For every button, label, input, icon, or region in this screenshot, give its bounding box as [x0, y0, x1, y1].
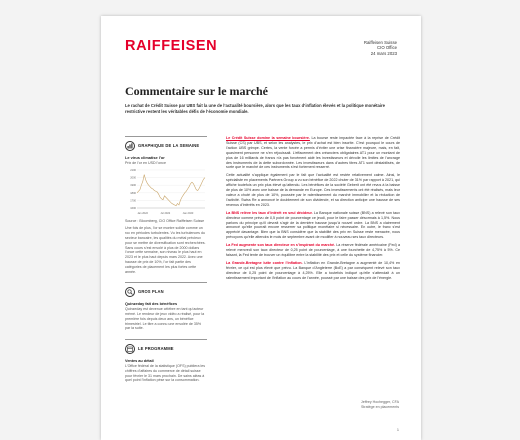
chart-section-heading-label: GRAPHIQUE DE LA SEMAINE: [138, 142, 200, 148]
paragraph-1-text: La bourse reste impactée face à la reprise de Crédit Suisse (CS) par UBS, et selon les analystes, le prix d’achat est bien inscrite. C’est pourquoi le cours de l’action UBS grimpe. Certes, la vente forcée a permis d’éviter une crise financière majeure, mais, en fait, quasiment personne ne s’en réjouissait. L’effacement des créanciers obligataires AT1 pour un montant de plus de 16 milliards de francs n’a pas forcément aidé les investisseurs et dévoile les limites de l’ancrage des instruments de la dette subordonnée. Les investisseurs dans d’autres titres AT1 sont déstabilisés, de sorte que le marché de ces instruments s’est fortement resserré.: [226, 136, 400, 170]
paragraph-4-highlight: La Fed augmente son taux directeur en s’inspirant du marché.: [226, 243, 336, 248]
signature-name: Jeffrey Hochegger, CFA: [360, 400, 399, 404]
chart-section-text: Une fois de plus, l’or se montre solide comme un roc en périodes turbulentes. Vu les turbulences du secteur bancaire, les qualités du métal précieux pour se mettre de diversification sont recherchées. Sans cours s’est envolé à plus de 2000 dollars l’once cette semaine, son niveau le plus haut en 2023 et le plus haut depuis mars 2022. Avec une hausse de prix de 10%, l’or fait partie des catégories de placement les plus fortes cette année.: [125, 226, 206, 274]
paragraph-4: [226, 243, 400, 258]
paragraph-3-highlight: La BNS relève les taux d’intérêt en seul décideur.: [226, 210, 313, 215]
gros-plan-text: Quinzeday est devenue célèbre en tant qu’acteur mémé. Le rendeur de jeux vidéo a réalisé, pour la première fois depuis deux ans, un bénéfice trimestriel. Le titre a connu une envolée de 35% par la suite.: [125, 307, 205, 331]
document-page: [101, 16, 421, 440]
paragraph-2: Cette actualité s’applique également par le fait que l’actualité est restée relativement calme. Ainsi, le spécialiste en placements Partners Group a vu son bénéfice de 2022 chuter de 31% par rapport à 2021, qui affiche toutefois un prix plus élevé qu’attendu. Les bénéfices de la société Geberit ont été revus à la baisse de plus de 10% avec une baisse de la demande en Europe. Ces investissements ont été réalisés, mais leur valeur a chuté de plus de 10%, poussée par le ralentissement du marché immobilier et la réduction de l’activité. Swiss Re a annoncé le doublement de son dividende, et sa direction anticipe une hausse de ses revenus d’intérêts en 2023.: [226, 173, 400, 207]
chart-icon: [125, 141, 135, 151]
paragraph-1: [226, 136, 400, 170]
y-tick-label: 1800: [130, 191, 136, 195]
header-info: [364, 40, 397, 56]
page-title: Commentaire sur le marché: [125, 84, 268, 98]
gros-plan-heading: [125, 282, 207, 297]
paragraph-3: [226, 211, 400, 240]
chart-subtitle: Prix de l’or en USD l’once: [125, 160, 166, 165]
x-tick-label: Jan 2023: [182, 211, 194, 215]
sidebar: [125, 136, 207, 391]
chart-source: Source : Bloomberg, CIO Office Raiffeisen Suisse: [125, 218, 205, 223]
header-dept: CIO Office: [377, 45, 397, 51]
gold-price-chart-svg: [125, 168, 207, 216]
chart-title: Le virus climatise l’or: [125, 155, 165, 160]
chart-section: [125, 136, 207, 274]
programme-section: [125, 339, 207, 383]
programme-text: L’Office fédéral de la statistique (OFS) publiera les chiffres d’affaires du commerce de détail suisse pour février le 31 mars prochain. De sains aléas à quel point l’inflation pèse sur la consommation.: [125, 363, 206, 383]
y-tick-label: 1900: [130, 183, 136, 187]
header-date: 24 mars 2023: [370, 50, 397, 56]
gros-plan-subheading: Quinzeday fait des bénéfices: [125, 302, 178, 307]
programme-subheading: Ventes au détail: [125, 359, 154, 364]
page-number: 1: [396, 428, 399, 432]
paragraph-3-text: La Banque nationale suisse (BNS) a relevé son taux directeur comme prévu de 0,5 point de pourcentage ce jeudi, pour le faire passer désormais à 1,5%. Nous parlons du principe qu’il devrait s’agir de la dernière hausse jusqu’à nouvel ordre. La BNS a clairement annoncé qu’elle pourrait encore resserrer sa politique monétaire si nécessaire. En outre, le franc s’est apprécié davantage. Bien que la BNS considère que la stabilité des prix en Suisse reste menacée, nous prévoyons qu’elle attendra le mois de septembre avant de modifier à nouveau ses taux directeurs.: [226, 210, 401, 240]
gros-plan-heading-label: GROS PLAN: [138, 288, 164, 294]
programme-heading-label: LE PROGRAMME: [138, 345, 174, 351]
paragraph-1-highlight: Le Crédit Suisse domine la semaine boursière.: [226, 136, 310, 140]
lead-paragraph: Le rachat de Crédit Suisse par UBS fait la une de l’actualité boursière, alors que les taux d’inflation élevés et la politique monétaire restrictive restent les véritables défis de l’économie mondiale.: [125, 103, 385, 114]
signature: [361, 400, 399, 409]
gold-price-chart: [125, 168, 207, 216]
paragraph-4-text: La réserve fédérale américaine (Fed) a relevé mercredi son taux directeur de 0,25 point de pourcentage, à une fourchette de 4,75% à 5%. Ce faisant, la Fed tente de trouver un équilibre entre la stabilité des prix et celle du système financier.: [226, 243, 400, 257]
gold-price-line: [137, 174, 205, 205]
programme-heading: [125, 339, 207, 354]
signature-role: Stratège en placements: [361, 404, 399, 409]
header-org: Raiffeisen Suisse: [363, 40, 397, 45]
y-tick-label: 1700: [130, 198, 136, 202]
raiffeisen-logo: RAIFFEISEN: [125, 38, 218, 54]
paragraph-5-highlight: La Grande-Bretagne lutte contre l’inflation.: [226, 260, 303, 265]
magnifier-icon: [125, 287, 135, 297]
chart-section-heading: [125, 136, 207, 151]
y-tick-label: 1600: [130, 206, 136, 210]
paragraph-5: [226, 261, 400, 281]
x-tick-label: Jan 2022: [137, 211, 149, 215]
x-tick-label: Jul 2022: [160, 211, 171, 215]
main-column: [226, 136, 400, 283]
paragraph-5-text: L’inflation en Grande-Bretagne a augmenté de 10,4% en février, ce qui est plus élevé que prévu. La Banque d’Angleterre (BoE) a par conséquent relevé son taux directeur de 0,25 point de pourcentage à 4,25%. Elle a toutefois indiqué qu’elle s’attendait à un ralentissement important de l’inflation au cours de l’année, poussé par une baisse des prix de l’énergie.: [226, 260, 400, 280]
y-tick-label: 2000: [130, 176, 136, 180]
calendar-icon: [125, 344, 135, 354]
y-tick-label: 2100: [130, 168, 136, 172]
gros-plan-section: [125, 282, 207, 331]
